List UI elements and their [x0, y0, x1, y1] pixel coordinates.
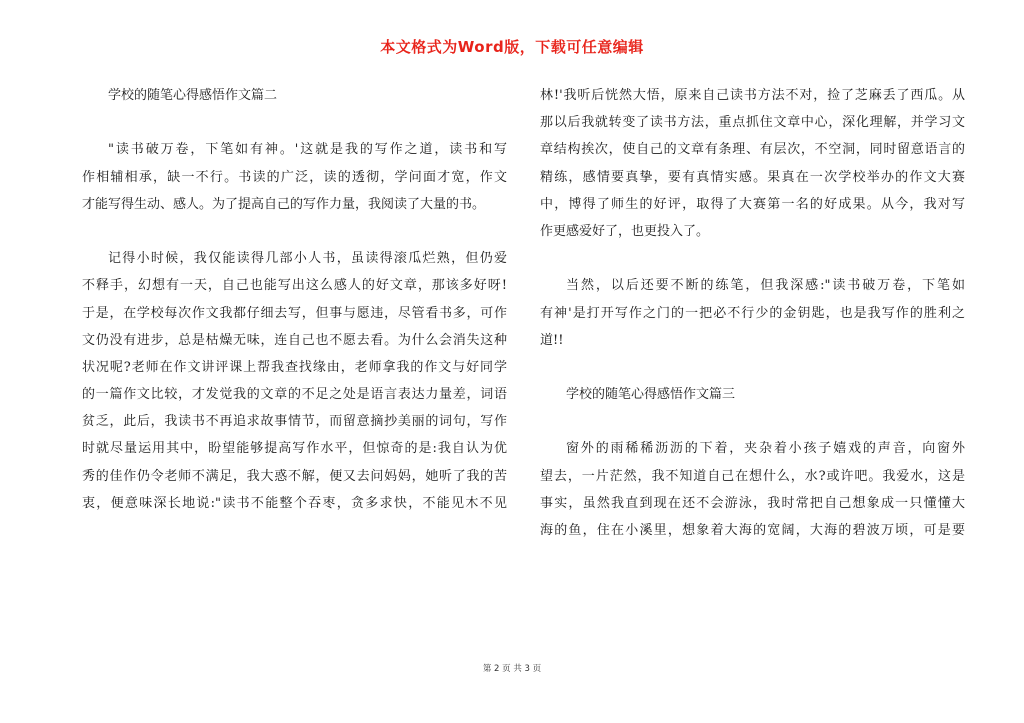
paragraph-line: 贫乏，此后，我读书不再追求故事情节，而留意摘抄美丽的词句，写作 — [82, 414, 507, 430]
paragraph-line: 才能写得生动、感人。为了提高自己的写作力量，我阅读了大量的书。 — [82, 196, 486, 212]
paragraph-line: 于是，在学校每次作文我都仔细去写，但事与愿违，尽管看书多，可作 — [82, 305, 507, 321]
paragraph-gap — [540, 354, 965, 381]
paragraph-line: 记得小时候，我仅能读得几部小人书，虽读得滚瓜烂熟，但仍爱 — [108, 251, 507, 267]
section-heading: 学校的随笔心得感悟作文篇三 — [566, 387, 736, 403]
paragraph-line: 作更感爱好了，也更投入了。 — [540, 223, 710, 239]
paragraph-line: 中，博得了师生的好评，取得了大赛第一名的好成果。从今，我对写 — [540, 196, 965, 212]
section-heading: 学校的随笔心得感悟作文篇二 — [108, 88, 278, 103]
paragraph-line: 不释手，幻想有一天，自己也能写出这么感人的好文章，那该多好呀! — [82, 278, 507, 294]
paragraph-line: 章结构挨次，使自己的文章有条理、有层次，不空洞，同时留意语言的 — [540, 142, 965, 158]
paragraph-line: 秀的佳作仍令老师不满足，我大惑不解，便又去问妈妈，她听了我的苦 — [82, 468, 507, 484]
paragraph-line: 文仍没有进步，总是枯燥无味，连自己也不愿去看。为什么会消失这种 — [82, 332, 507, 348]
paragraph-line: 海的鱼，住在小溪里，想象着大海的宽阔，大海的碧波万顷，可是要 — [540, 523, 965, 538]
document-banner: 本文格式为Word版，下载可任意编辑 — [380, 38, 644, 56]
paragraph-gap — [82, 218, 507, 245]
paragraph-line: 状况呢?老师在作文讲评课上帮我查找缘由，老师拿我的作文与好同学 — [82, 359, 507, 375]
paragraph-line: 有神'是打开写作之门的一把必不行少的金钥匙，也是我写作的胜利之 — [540, 305, 965, 321]
paragraph-line: 当然，以后还要不断的练笔，但我深感:"读书破万卷，下笔如 — [566, 278, 965, 294]
paragraph-line: 道!! — [540, 332, 564, 348]
paragraph-line: 林!'我听后恍然大悟，原来自己读书方法不对，捡了芝麻丢了西瓜。从 — [540, 88, 965, 103]
paragraph-line: 事实，虽然我直到现在还不会游泳，我时常把自己想象成一只懂懂大 — [540, 495, 965, 511]
paragraph-line: 时就尽量运用其中，盼望能够提高写作水平，但惊奇的是:我自认为优 — [82, 441, 507, 457]
page-number-footer: 第 2 页 共 3 页 — [482, 664, 542, 674]
paragraph-line: "读书破万卷，下笔如有神。'这就是我的写作之道，读书和写 — [108, 142, 507, 158]
paragraph-gap — [82, 109, 507, 136]
right-column — [540, 82, 965, 544]
paragraph-gap — [540, 408, 965, 435]
paragraph-line: 精练，感情要真挚，要有真情实感。果真在一次学校举办的作文大赛 — [540, 169, 965, 185]
paragraph-line: 作相辅相承，缺一不行。书读的广泛，读的透彻，学问面才宽，作文 — [82, 169, 507, 185]
paragraph-gap — [540, 245, 965, 272]
paragraph-line: 的一篇作文比较，才发觉我的文章的不足之处是语言表达力量差，词语 — [82, 387, 507, 403]
paragraph-line: 窗外的雨稀稀沥沥的下着，夹杂着小孩子嬉戏的声音，向窗外 — [566, 441, 965, 457]
paragraph-line: 衷，便意味深长地说:"读书不能整个吞枣，贪多求快，不能见木不见 — [82, 495, 507, 511]
paragraph-line: 那以后我就转变了读书方法，重点抓住文章中心，深化理解，并学习文 — [540, 115, 965, 131]
left-column — [82, 82, 507, 517]
paragraph-line: 望去，一片茫然，我不知道自己在想什么，水?或许吧。我爱水，这是 — [540, 468, 965, 484]
